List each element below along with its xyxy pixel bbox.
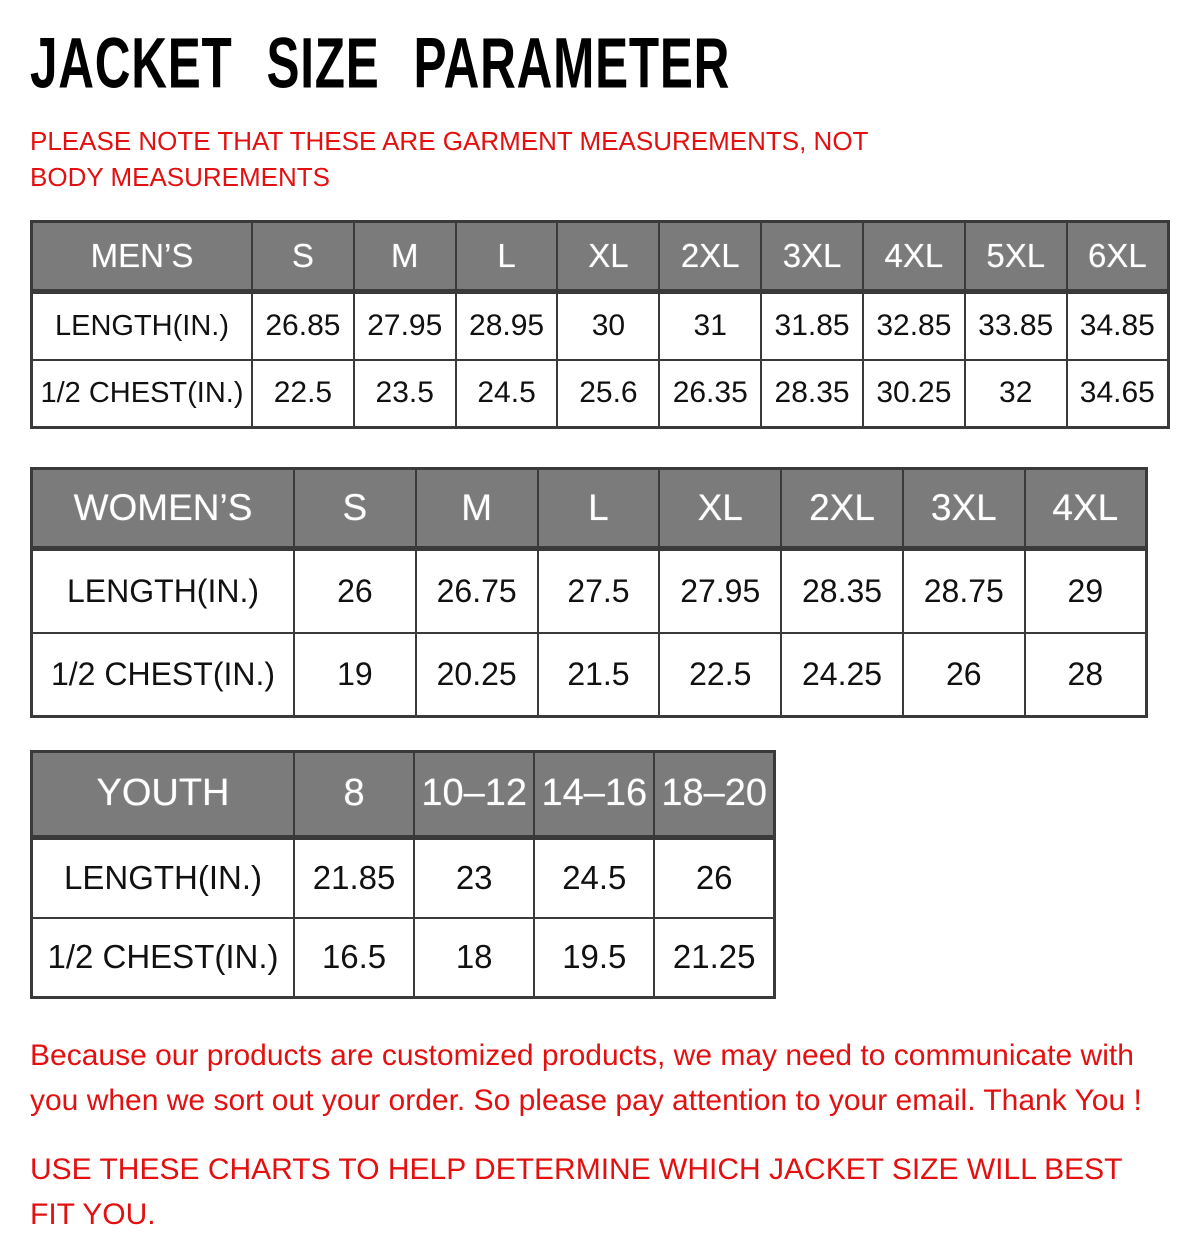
value-cell: 31.85 bbox=[761, 291, 863, 360]
value-cell: 16.5 bbox=[294, 918, 414, 998]
size-header-cell: XL bbox=[659, 468, 781, 548]
size-chart-page bbox=[0, 22, 1200, 1237]
value-cell: 30.25 bbox=[863, 360, 965, 428]
value-cell: 26.35 bbox=[659, 360, 761, 428]
size-header-cell: 8 bbox=[294, 751, 414, 837]
value-cell: 27.95 bbox=[354, 291, 456, 360]
title-wrap bbox=[30, 22, 1200, 112]
size-header-cell: 4XL bbox=[1025, 468, 1147, 548]
youth-size-table bbox=[30, 750, 776, 999]
value-cell: 21.25 bbox=[654, 918, 774, 998]
row-label-cell: 1/2 CHEST(IN.) bbox=[32, 360, 253, 428]
table-title-cell: WOMEN’S bbox=[32, 468, 295, 548]
value-cell: 24.25 bbox=[781, 633, 903, 717]
value-cell: 23.5 bbox=[354, 360, 456, 428]
size-header-cell: 4XL bbox=[863, 221, 965, 291]
size-header-cell: 3XL bbox=[903, 468, 1025, 548]
value-cell: 28.95 bbox=[456, 291, 558, 360]
row-label-cell: 1/2 CHEST(IN.) bbox=[32, 918, 295, 998]
header-row bbox=[32, 221, 1169, 291]
value-cell: 25.6 bbox=[557, 360, 659, 428]
value-cell: 18 bbox=[414, 918, 534, 998]
value-cell: 19.5 bbox=[534, 918, 654, 998]
value-cell: 28 bbox=[1025, 633, 1147, 717]
value-cell: 26 bbox=[903, 633, 1025, 717]
value-cell: 23 bbox=[414, 837, 534, 918]
value-cell: 28.35 bbox=[761, 360, 863, 428]
size-header-cell: 5XL bbox=[965, 221, 1067, 291]
table-title-cell: YOUTH bbox=[32, 751, 295, 837]
value-cell: 26.75 bbox=[416, 548, 538, 633]
size-header-cell: 10–12 bbox=[414, 751, 534, 837]
value-cell: 30 bbox=[557, 291, 659, 360]
page-title: JACKET SIZE PARAMETER bbox=[30, 22, 731, 103]
size-header-cell: 18–20 bbox=[654, 751, 774, 837]
row-label-cell: LENGTH(IN.) bbox=[32, 291, 253, 360]
value-cell: 21.5 bbox=[538, 633, 660, 717]
row-label-cell: LENGTH(IN.) bbox=[32, 548, 295, 633]
value-cell: 28.35 bbox=[781, 548, 903, 633]
value-cell: 32 bbox=[965, 360, 1067, 428]
table-row bbox=[32, 918, 775, 998]
table-row bbox=[32, 837, 775, 918]
size-header-cell: 6XL bbox=[1067, 221, 1169, 291]
womens-size-table bbox=[30, 467, 1148, 718]
value-cell: 31 bbox=[659, 291, 761, 360]
table-row bbox=[32, 548, 1147, 633]
size-header-cell: 2XL bbox=[659, 221, 761, 291]
value-cell: 32.85 bbox=[863, 291, 965, 360]
value-cell: 27.95 bbox=[659, 548, 781, 633]
value-cell: 28.75 bbox=[903, 548, 1025, 633]
size-header-cell: 14–16 bbox=[534, 751, 654, 837]
size-header-cell: L bbox=[538, 468, 660, 548]
size-header-cell: L bbox=[456, 221, 558, 291]
fit-guidance: USE THESE CHARTS TO HELP DETERMINE WHICH JACKET SIZE WILL BEST FIT YOU. bbox=[30, 1152, 1122, 1231]
table-row bbox=[32, 633, 1147, 717]
measurement-note: PLEASE NOTE THAT THESE ARE GARMENT MEASUREMENTS, NOT BODY MEASUREMENTS bbox=[30, 126, 868, 192]
size-header-cell: 2XL bbox=[781, 468, 903, 548]
value-cell: 24.5 bbox=[534, 837, 654, 918]
table-row bbox=[32, 291, 1169, 360]
table-title-cell: MEN’S bbox=[32, 221, 253, 291]
size-header-cell: M bbox=[354, 221, 456, 291]
value-cell: 26 bbox=[294, 548, 416, 633]
value-cell: 19 bbox=[294, 633, 416, 717]
value-cell: 29 bbox=[1025, 548, 1147, 633]
size-header-cell: S bbox=[252, 221, 354, 291]
header-row bbox=[32, 468, 1147, 548]
size-header-cell: XL bbox=[557, 221, 659, 291]
size-header-cell: S bbox=[294, 468, 416, 548]
value-cell: 22.5 bbox=[252, 360, 354, 428]
row-label-cell: 1/2 CHEST(IN.) bbox=[32, 633, 295, 717]
size-header-cell: 3XL bbox=[761, 221, 863, 291]
value-cell: 24.5 bbox=[456, 360, 558, 428]
customization-notice: Because our products are customized products, we may need to communicate with you when we sort out your order. So please pay attention to your email. Thank You ! bbox=[30, 1038, 1142, 1117]
value-cell: 34.85 bbox=[1067, 291, 1169, 360]
value-cell: 27.5 bbox=[538, 548, 660, 633]
value-cell: 26.85 bbox=[252, 291, 354, 360]
row-label-cell: LENGTH(IN.) bbox=[32, 837, 295, 918]
value-cell: 21.85 bbox=[294, 837, 414, 918]
table-row bbox=[32, 360, 1169, 428]
value-cell: 34.65 bbox=[1067, 360, 1169, 428]
value-cell: 33.85 bbox=[965, 291, 1067, 360]
value-cell: 20.25 bbox=[416, 633, 538, 717]
value-cell: 22.5 bbox=[659, 633, 781, 717]
size-header-cell: M bbox=[416, 468, 538, 548]
header-row bbox=[32, 751, 775, 837]
value-cell: 26 bbox=[654, 837, 774, 918]
mens-size-table bbox=[30, 220, 1170, 429]
